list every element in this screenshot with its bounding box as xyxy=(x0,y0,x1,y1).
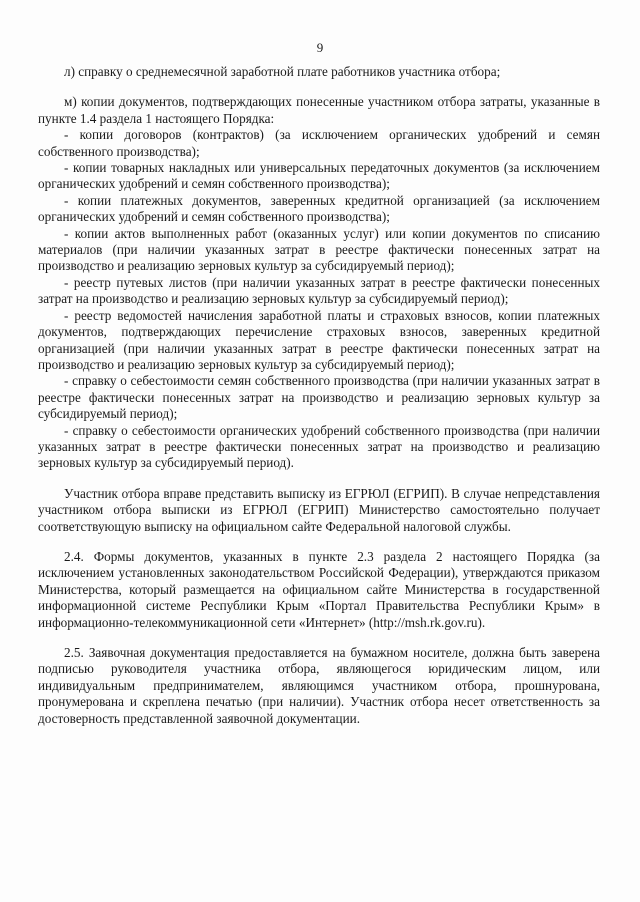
paragraph-2-5: 2.5. Заявочная документация предоставляется на бумажном носителе, должна быть заверена подписью руководителя участника отбора, являющегося юридическим лицом, или индивидуальным предпринимателем, являющимся участником отбора, прошнурована, пронумерована и скреплена печатью (при наличии). Участник отбора несет ответственность за достоверность представленной заявочной документации. xyxy=(38,645,600,726)
paragraph-egrul: Участник отбора вправе представить выписку из ЕГРЮЛ (ЕГРИП). В случае непредставления участником отбора выписки из ЕГРЮЛ (ЕГРИП) Министерство самостоятельно получает соответствующую выписку на официальном сайте Федеральной налоговой службы. xyxy=(38,485,600,534)
list-item-contracts: - копии договоров (контрактов) (за исключением органических удобрений и семян собственного производства); xyxy=(38,127,600,159)
list-item-fertilizer-cost: - справку о себестоимости органических удобрений собственного производства (при наличии указанных затрат в реестре фактически понесенных затрат на производство и реализацию зерновых культур за субсидируемый период). xyxy=(38,422,600,471)
list-item-seed-cost: - справку о себестоимости семян собственного производства (при наличии указанных затрат в реестре фактически понесенных затрат на производство и реализацию зерновых культур за субсидируемый период); xyxy=(38,373,600,422)
document-body xyxy=(38,64,600,727)
list-item-payment-docs: - копии платежных документов, заверенных кредитной организацией (за исключением органических удобрений и семян собственного производства); xyxy=(38,192,600,225)
paragraph-l: л) справку о среднемесячной заработной плате работников участника отбора; xyxy=(64,64,501,79)
list-item-waybills: - реестр путевых листов (при наличии указанных затрат в реестре фактически понесенных затрат на производство и реализацию зерновых культур за субсидируемый период); xyxy=(38,274,600,307)
list-item-payroll: - реестр ведомостей начисления заработной платы и страховых взносов, копии платежных документов, подтверждающих перечисление страховых взносов, заверенных кредитной организацией (при наличии указанных затрат в реестре фактически понесенных затрат на производство и реализацию зерновых культур за субсидируемый период); xyxy=(38,307,600,372)
list-item-acts: - копии актов выполненных работ (оказанных услуг) или копии документов по списанию материалов (при наличии указанных затрат в реестре фактически понесенных затрат на производство и реализацию зерновых культур за субсидируемый период); xyxy=(38,225,600,274)
list-item-invoices: - копии товарных накладных или универсальных передаточных документов (за исключением органических удобрений и семян собственного производства); xyxy=(38,160,600,192)
page-number: 9 xyxy=(316,40,324,55)
paragraph-m-intro: м) копии документов, подтверждающих понесенные участником отбора затраты, указанные в пункте 1.4 раздела 1 настоящего Порядка: xyxy=(38,94,600,126)
paragraph-2-4: 2.4. Формы документов, указанных в пункте 2.3 раздела 2 настоящего Порядка (за исключением установленных законодательством Российской Федерации), утверждаются приказом Министерства, который размещается на официальном сайте Министерства в государственной информационной системе Республики Крым «Портал Правительства Республики Крым» в информационно-телекоммуникационной сети «Интернет» (http://msh.rk.gov.ru). xyxy=(38,548,600,630)
